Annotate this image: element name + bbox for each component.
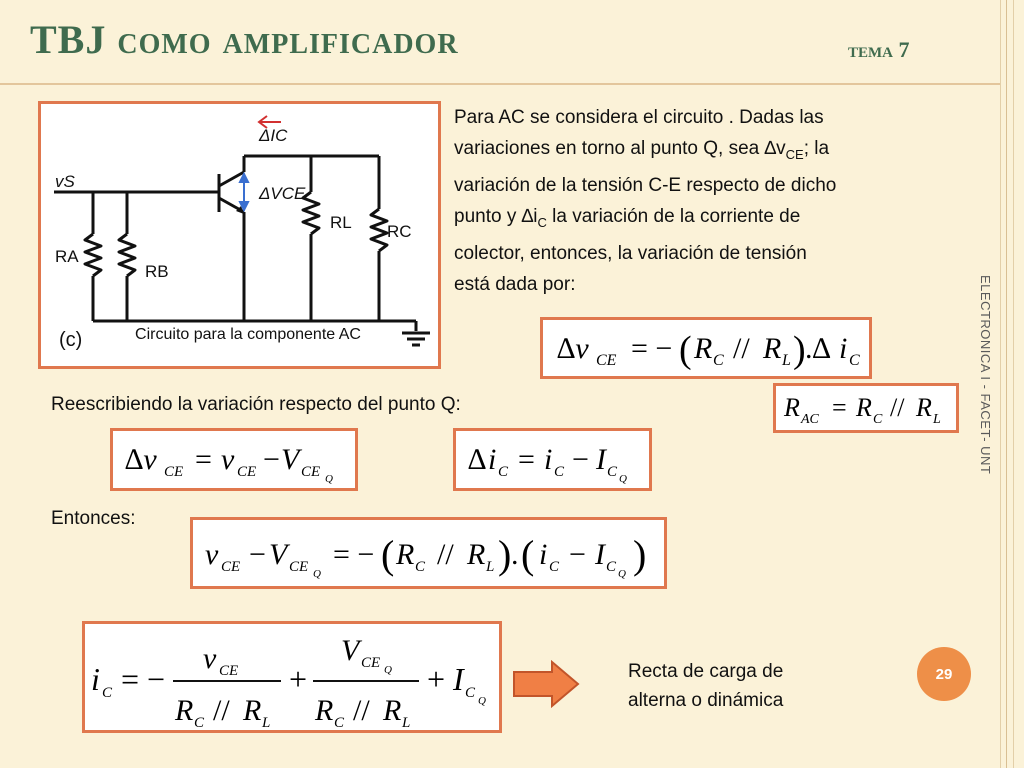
svg-text:V: V (341, 634, 360, 667)
svg-text:): ) (633, 532, 647, 577)
svg-text:= −: = − (333, 538, 375, 571)
svg-text:C: C (849, 352, 860, 369)
intro-line: variación de la tensión C-E respecto de dicho (454, 174, 837, 196)
equation-delta-vce (540, 317, 872, 379)
rewrite-text: Reescribiendo la variación respecto del punto Q: (51, 394, 461, 415)
intro-line: punto y $\Delta i_C$ la variación de la corriente de (454, 205, 801, 230)
svg-text:= −: = − (631, 332, 673, 365)
svg-text:R: R (383, 694, 402, 727)
svg-text:(: ( (521, 532, 535, 577)
svg-text:Q: Q (618, 568, 626, 580)
svg-text:V: V (269, 538, 288, 571)
svg-text:= −: = − (121, 661, 166, 697)
svg-text:Q: Q (313, 568, 321, 580)
intro-line: colector, entonces, la variación de tensión (454, 242, 807, 264)
load-line-caption (628, 657, 783, 715)
equation-ic-variation (453, 428, 652, 491)
svg-text:R: R (856, 393, 872, 422)
svg-text:R: R (315, 694, 334, 727)
intro-line: Para AC se considera el circuito . Dadas las (454, 107, 824, 128)
svg-text:i: i (488, 443, 497, 476)
svg-text:−: − (569, 538, 586, 571)
svg-text://: // (353, 694, 370, 727)
svg-text:∆v: ∆v (125, 443, 157, 476)
svg-text:(: ( (381, 532, 395, 577)
svg-text://: // (890, 393, 905, 422)
page-number-badge: 29 (917, 647, 971, 701)
svg-text:v: v (205, 538, 219, 571)
svg-text:CE: CE (221, 559, 241, 575)
svg-text:v: v (203, 642, 217, 675)
tema-label: tema 7 (848, 37, 910, 62)
equation-image (193, 520, 664, 586)
svg-text:R: R (396, 538, 415, 571)
svg-text:C: C (498, 464, 509, 480)
load-line-line2: alterna o dinámica (628, 690, 784, 711)
svg-text:−: − (263, 443, 280, 476)
intro-line: variaciones en torno al punto Q, sea $\Delta v_{CE}$; la (454, 138, 830, 162)
vs-label: vS (55, 172, 75, 191)
svg-text:Q: Q (478, 695, 486, 707)
svg-text:∆v: ∆v (557, 332, 589, 365)
svg-text:AC: AC (801, 412, 819, 427)
svg-text:CE: CE (164, 464, 184, 480)
circuit-tag: (c) (59, 329, 83, 351)
svg-text://: // (733, 332, 750, 365)
svg-text:+: + (289, 661, 308, 697)
svg-text:(: ( (679, 329, 692, 371)
svg-text:C: C (554, 464, 565, 480)
title-rule (0, 83, 1000, 85)
svg-text:=: = (832, 393, 847, 422)
equation-image (85, 624, 499, 730)
svg-text:I: I (595, 538, 605, 571)
svg-text:CE: CE (219, 663, 239, 679)
svg-text:C: C (194, 715, 205, 730)
svg-text:R: R (467, 538, 486, 571)
svg-text:R: R (694, 332, 713, 365)
svg-text:C: C (606, 559, 617, 575)
svg-text:L: L (486, 559, 495, 575)
svg-text:i: i (544, 443, 553, 476)
border-line (1006, 0, 1007, 768)
svg-text:R: R (916, 393, 932, 422)
svg-text://: // (437, 538, 454, 571)
svg-text:L: L (782, 352, 791, 369)
equation-vce-variation (110, 428, 358, 491)
svg-text:C: C (334, 715, 345, 730)
svg-text:C: C (415, 559, 426, 575)
svg-text:R: R (763, 332, 782, 365)
equation-image (456, 431, 649, 488)
rb-label: RB (145, 262, 169, 281)
rl-label: RL (330, 213, 352, 232)
svg-text:L: L (933, 412, 941, 427)
circuit-diagram (38, 101, 441, 369)
svg-text:i: i (91, 661, 100, 697)
svg-text:v: v (221, 443, 235, 476)
svg-text:−: − (249, 538, 266, 571)
svg-text:Q: Q (619, 473, 627, 485)
svg-text:): ) (498, 532, 512, 577)
intro-paragraph (454, 102, 974, 300)
svg-text:.: . (511, 538, 519, 571)
circuit-caption: Circuito para la componente AC (135, 326, 361, 343)
svg-text:CE: CE (237, 464, 257, 480)
border-line (1000, 0, 1001, 768)
svg-text:C: C (549, 559, 560, 575)
arrow-right-icon (512, 660, 580, 708)
svg-text:I: I (596, 443, 606, 476)
intro-line: está dada por: (454, 273, 576, 295)
svg-text:=: = (195, 443, 212, 476)
svg-text:R: R (243, 694, 262, 727)
svg-text:∆: ∆ (468, 443, 487, 476)
equation-load-line (82, 621, 502, 733)
svg-text:C: C (102, 685, 113, 701)
svg-text:CE: CE (596, 352, 617, 369)
title-rest: como amplificador (117, 17, 459, 62)
entonces-text: Entonces: (51, 508, 136, 529)
svg-text:L: L (402, 715, 411, 730)
svg-text:−: − (572, 443, 589, 476)
border-line (1013, 0, 1014, 768)
svg-text:C: C (873, 412, 883, 427)
svg-text://: // (213, 694, 230, 727)
svg-text:.∆: .∆ (805, 332, 831, 365)
svg-text:R: R (175, 694, 194, 727)
svg-text:CE: CE (361, 655, 381, 671)
ic-label: ΔIC (259, 126, 288, 145)
svg-text:CE: CE (289, 559, 309, 575)
svg-text:+: + (427, 661, 446, 697)
svg-text:V: V (281, 443, 300, 476)
equation-image (113, 431, 355, 488)
rc-label: RC (387, 222, 412, 241)
equation-image (543, 320, 869, 376)
svg-text:=: = (518, 443, 535, 476)
svg-text:Q: Q (384, 664, 392, 676)
svg-text:L: L (262, 715, 271, 730)
title-first: TBJ (30, 17, 107, 62)
svg-text:C: C (607, 464, 618, 480)
svg-text:i: i (539, 538, 548, 571)
svg-text:): ) (793, 329, 806, 371)
equation-rac (773, 383, 959, 433)
svg-text:C: C (713, 352, 724, 369)
svg-text:I: I (453, 661, 464, 697)
vce-label: ΔVCE (259, 184, 306, 203)
svg-text:i: i (839, 332, 848, 365)
svg-text:Q: Q (325, 473, 333, 485)
svg-text:C: C (465, 685, 476, 701)
svg-text:R: R (784, 393, 800, 422)
load-line-line1: Recta de carga de (628, 661, 784, 682)
svg-text:CE: CE (301, 464, 321, 480)
ra-label: RA (55, 247, 79, 266)
side-label: ELECTRONICA I - FACET- UNT (978, 275, 993, 475)
equation-image (776, 386, 956, 430)
slide-title (30, 16, 459, 63)
equation-entonces (190, 517, 667, 589)
